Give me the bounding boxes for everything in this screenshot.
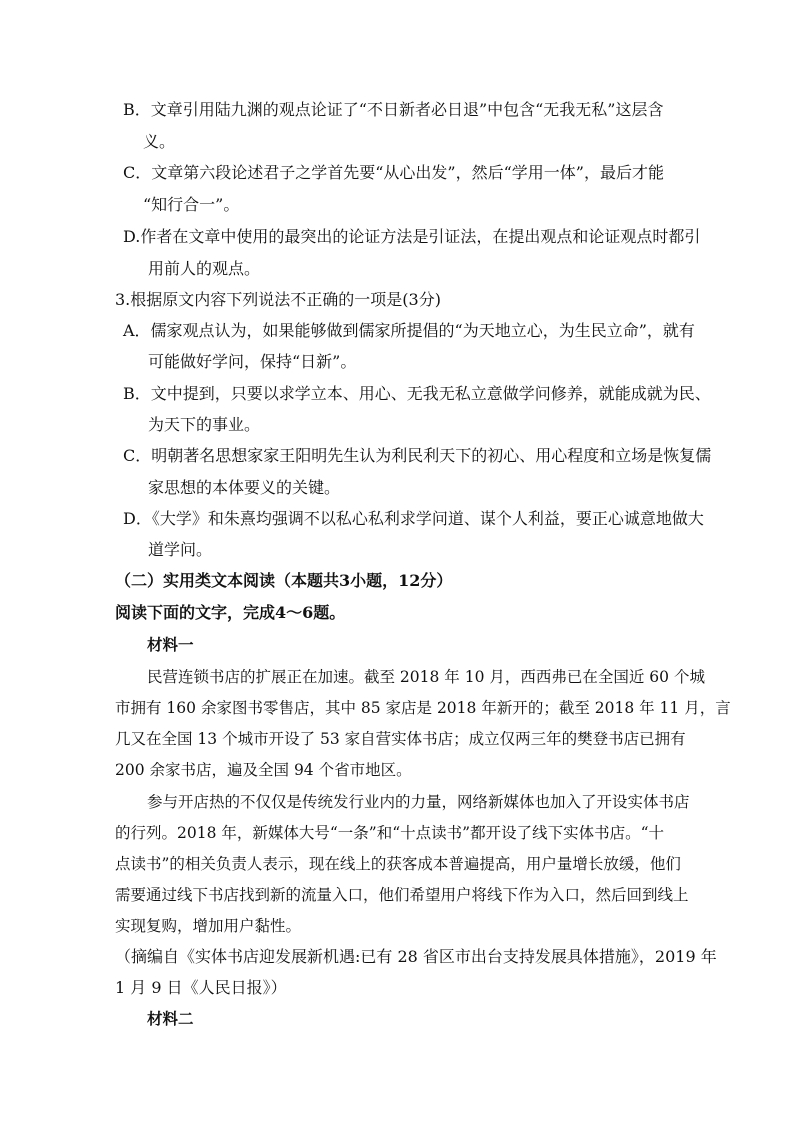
material1-source-line1: （摘编自《实体书店迎发展新机遇:已有 28 省区市出台支持发展具体措施》，2019 年 — [115, 947, 717, 966]
q3-option-a-line1: A．儒家观点认为，如果能够做到儒家所提倡的“为天地立心，为生民立命”，就有 — [123, 321, 695, 340]
material1-p1-line2: 市拥有 160 余家图书零售店，其中 85 家店是 2018 年新开的；截至 2018 年 11 月，言 — [115, 699, 731, 717]
q2-option-b-line1: B．文章引用陆九渊的观点论证了“不日新者必日退”中包含“无我无私”这层含 — [123, 100, 664, 119]
material1-p2-line5: 实现复购，增加用户黏性。 — [115, 917, 302, 935]
material2-title: 材料二 — [147, 1009, 194, 1028]
q2-option-c-line1: C．文章第六段论述君子之学首先要“从心出发”，然后“学用一体”，最后才能 — [123, 163, 664, 182]
q3-stem: 3.根据原文内容下列说法不正确的一项是(3分) — [115, 290, 441, 309]
q3-option-d-line2: 道学问。 — [148, 540, 213, 559]
section2-instruction: 阅读下面的文字，完成4～6题。 — [115, 603, 346, 622]
q2-option-c-line2: “知行合一”。 — [143, 195, 240, 214]
q3-option-b-line1: B．文中提到，只要以求学立本、用心、无我无私立意做学问修养，就能成就为民、 — [123, 384, 711, 403]
q2-option-d-line2: 用前人的观点。 — [148, 259, 261, 278]
material1-p1-line3: 几又在全国 13 个城市开设了 53 家自营实体书店；成立仅两三年的樊登书店已拥有 — [115, 730, 686, 748]
section2-heading: （二）实用类文本阅读（本题共3小题，12分） — [115, 571, 453, 590]
material1-p1-line1: 民营连锁书店的扩展正在加速。截至 2018 年 10 月，西西弗已在全国近 60 个城 — [147, 668, 705, 686]
q3-option-b-line2: 为天下的事业。 — [148, 415, 261, 434]
q3-option-d-line1: D．《大学》和朱熹均强调不以私心私利求学问道、谋个人利益，要正心诚意地做大 — [123, 509, 704, 528]
q3-option-c-line2: 家思想的本体要义的关键。 — [148, 478, 341, 497]
q3-option-c-line1: C．明朝著名思想家家王阳明先生认为利民利天下的初心、用心程度和立场是恢复儒 — [123, 446, 712, 465]
material1-p2-line4: 需要通过线下书店找到新的流量入口，他们希望用户将线下作为入口，然后回到线上 — [115, 886, 689, 904]
material1-p2-line1: 参与开店热的不仅仅是传统发行业内的力量，网络新媒体也加入了开设实体书店 — [147, 793, 690, 811]
material1-p1-line4: 200 余家书店，遍及全国 94 个省市地区。 — [115, 761, 412, 779]
material1-p2-line2: 的行列。2018 年，新媒体大号“一条”和“十点读书”都开设了线下实体书店。“十 — [115, 824, 664, 842]
material1-source-line2: 1 月 9 日《人民日报》） — [115, 978, 287, 997]
q2-option-d-line1: D.作者在文章中使用的最突出的论证方法是引证法，在提出观点和论证观点时都引 — [123, 227, 701, 246]
material1-title: 材料一 — [147, 635, 194, 654]
material1-p2-line3: 点读书”的相关负责人表示，现在线上的获客成本普遍提高，用户量增长放缓，他们 — [115, 855, 681, 873]
q3-option-a-line2: 可能做好学问，保持“日新”。 — [148, 352, 357, 371]
q2-option-b-line2: 义。 — [143, 132, 176, 151]
